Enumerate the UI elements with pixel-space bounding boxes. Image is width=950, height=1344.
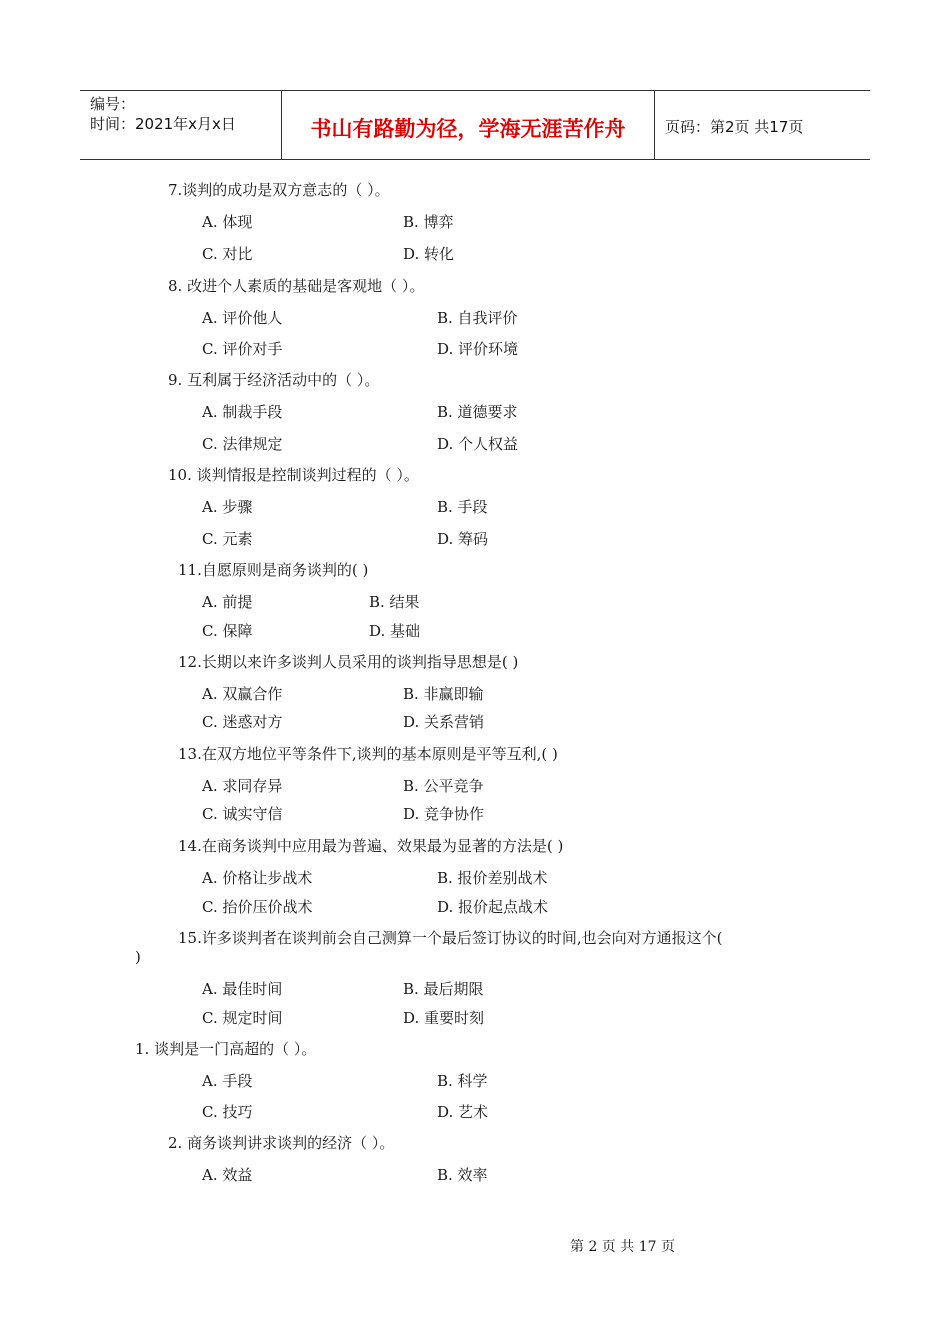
option: D. 个人权益 [437,435,519,453]
question-stem: 8. 改进个人素质的基础是客观地（ ）。 [168,277,425,295]
option: A. 求同存异 [202,777,283,795]
question-stem-continuation: ) [135,948,141,966]
header-motto-cell [282,91,655,159]
option: B. 效率 [437,1166,488,1184]
question-stem: 13.在双方地位平等条件下,谈判的基本原则是平等互利,( ) [178,745,558,763]
question-stem: 11.自愿原则是商务谈判的( ) [178,561,369,579]
option: A. 价格让步战术 [202,869,313,887]
question-stem: 1. 谈判是一门高超的（ ）。 [135,1040,317,1058]
question-stem: 14.在商务谈判中应用最为普遍、效果最为显著的方法是( ) [178,837,564,855]
question-stem: 9. 互利属于经济活动中的（ ）。 [168,371,380,389]
question-stem: 2. 商务谈判讲求谈判的经济（ ）。 [168,1134,395,1152]
option: A. 手段 [202,1072,253,1090]
question-stem: 10. 谈判情报是控制谈判过程的（ ）。 [168,466,419,484]
option: B. 科学 [437,1072,488,1090]
option: D. 报价起点战术 [437,898,549,916]
option: C. 元素 [202,530,253,548]
option: B. 公平竞争 [403,777,484,795]
option: A. 步骤 [202,498,253,516]
question-stem: 15.许多谈判者在谈判前会自己测算一个最后签订协议的时间,也会向对方通报这个( [178,929,723,947]
option: C. 保障 [202,622,253,640]
option: A. 制裁手段 [202,403,283,421]
option: D. 关系营销 [403,713,485,731]
option: C. 法律规定 [202,435,283,453]
option: C. 抬价压价战术 [202,898,313,916]
option: C. 对比 [202,245,253,263]
option: A. 体现 [202,213,253,231]
document-header [80,90,870,160]
option: C. 规定时间 [202,1009,283,1027]
option: B. 博弈 [403,213,454,231]
option: C. 技巧 [202,1103,253,1121]
option: B. 结果 [369,593,420,611]
motto: 书山有路勤为径，学海无涯苦作舟 [310,117,626,141]
option: B. 最后期限 [403,980,484,998]
option: D. 筹码 [437,530,489,548]
question-stem: 12.长期以来许多谈判人员采用的谈判指导思想是( ) [178,653,519,671]
option: B. 自我评价 [437,309,518,327]
option: A. 最佳时间 [202,980,283,998]
option: D. 艺术 [437,1103,489,1121]
option: A. 效益 [202,1166,253,1184]
option: D. 竞争协作 [403,805,485,823]
option: D. 基础 [369,622,421,640]
serial-label: 编号： [90,95,136,113]
option: A. 前提 [202,593,253,611]
option: C. 评价对手 [202,340,283,358]
option: C. 诚实守信 [202,805,283,823]
option: D. 评价环境 [437,340,519,358]
header-page-cell [655,91,870,159]
date-line: 时间：2021年x月x日 [90,115,236,133]
option: A. 评价他人 [202,309,283,327]
page-footer: 第 2 页 共 17 页 [570,1239,675,1255]
page-info: 页码：第2页 共17页 [665,118,804,136]
option: B. 道德要求 [437,403,518,421]
option: A. 双赢合作 [202,685,283,703]
option: D. 重要时刻 [403,1009,485,1027]
option: C. 迷惑对方 [202,713,283,731]
header-meta-cell [80,91,282,159]
question-stem: 7.谈判的成功是双方意志的（ ）。 [168,181,390,199]
option: B. 报价差别战术 [437,869,548,887]
option: B. 非赢即输 [403,685,484,703]
option: B. 手段 [437,498,488,516]
option: D. 转化 [403,245,455,263]
